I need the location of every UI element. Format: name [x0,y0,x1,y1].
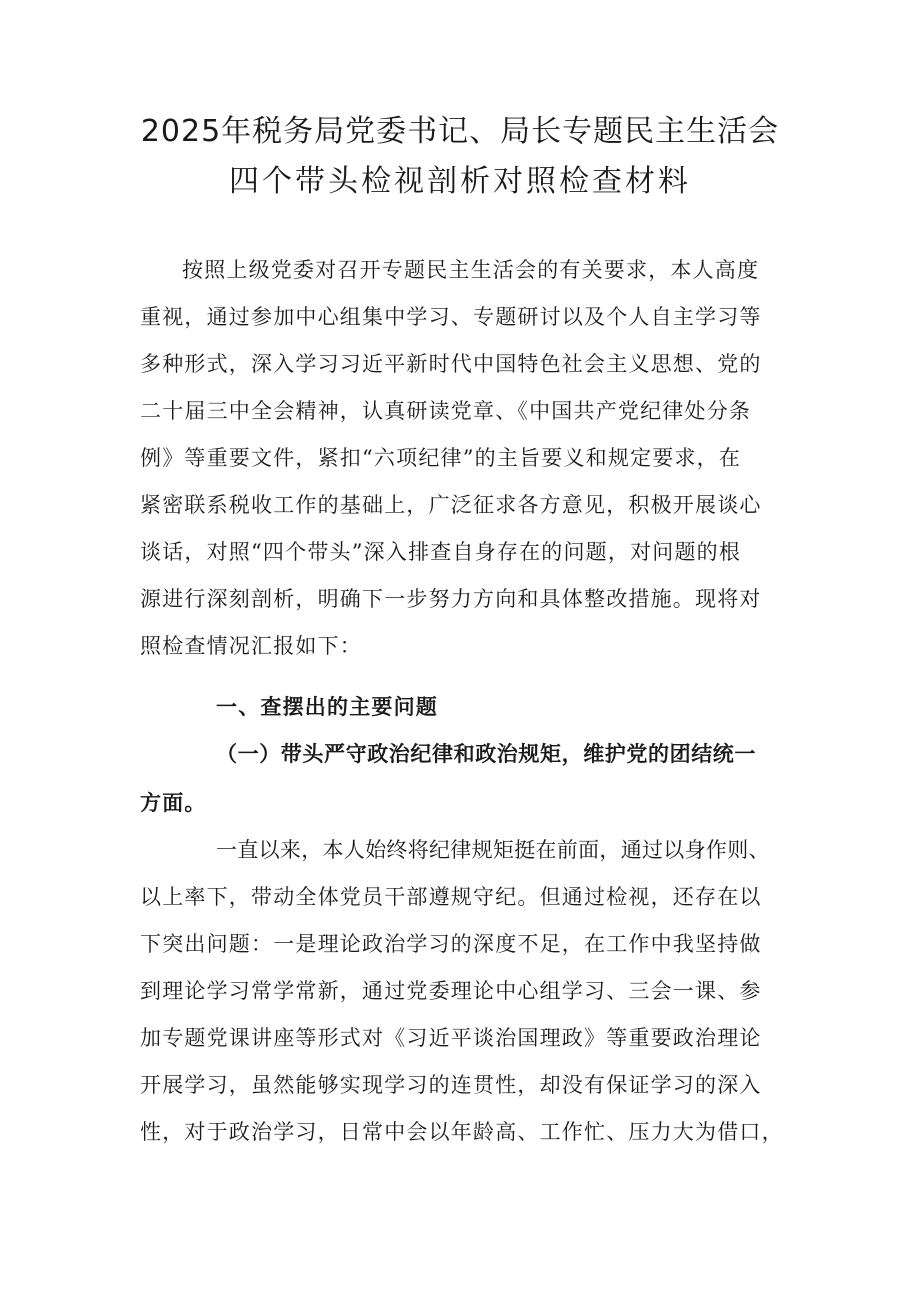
subsection-heading-line: （一）带头严守政治纪律和政治规矩，维护党的团结统一 [216,742,756,766]
subsection-heading-line: 方面。 [140,791,207,815]
paragraph-line: 一直以来，本人始终将纪律规矩挺在前面，通过以身作则、 [216,838,770,862]
paragraph-line: 重视，通过参加中心组集中学习、专题研讨以及个人自主学习等 [140,305,762,329]
paragraph-line: 加专题党课讲座等形式对《习近平谈治国理政》等重要政治理论 [140,1026,762,1050]
paragraph-line: 按照上级党委对召开专题民主生活会的有关要求，本人高度 [182,258,760,282]
paragraph-line: 到理论学习常学常新，通过党委理论中心组学习、三会一课、参 [140,979,762,1003]
paragraph-line: 开展学习，虽然能够实现学习的连贯性，却没有保证学习的深入 [140,1073,762,1097]
paragraph-line: 下突出问题：一是理论政治学习的深度不足，在工作中我坚持做 [140,932,762,956]
paragraph-line: 性，对于政治学习，日常中会以年龄高、工作忙、压力大为借口， [140,1120,784,1144]
document-title-line-2: 四个带头检视剖析对照检查材料 [229,164,691,199]
paragraph-line: 多种形式，深入学习习近平新时代中国特色社会主义思想、党的 [140,352,762,376]
paragraph-line: 紧密联系税收工作的基础上，广泛征求各方意见，积极开展谈心 [140,493,762,517]
paragraph-line: 以上率下，带动全体党员干部遵规守纪。但通过检视，还存在以 [140,885,762,909]
paragraph-line: 二十届三中全会精神，认真研读党章、《中国共产党纪律处分条 [140,399,752,423]
paragraph-line: 例》等重要文件，紧扣“六项纪律”的主旨要义和规定要求，在 [140,446,742,470]
document-title-line-1: 2025年税务局党委书记、局长专题民主生活会 [140,114,780,149]
paragraph-line: 谈话，对照“四个带头”深入排查自身存在的问题，对问题的根 [140,540,742,564]
paragraph-line: 源进行深刻剖析，明确下一步努力方向和具体整改措施。现将对 [140,587,762,611]
section-heading-text: 一、查摆出的主要问题 [216,695,438,719]
paragraph-line: 照检查情况汇报如下： [140,634,362,658]
